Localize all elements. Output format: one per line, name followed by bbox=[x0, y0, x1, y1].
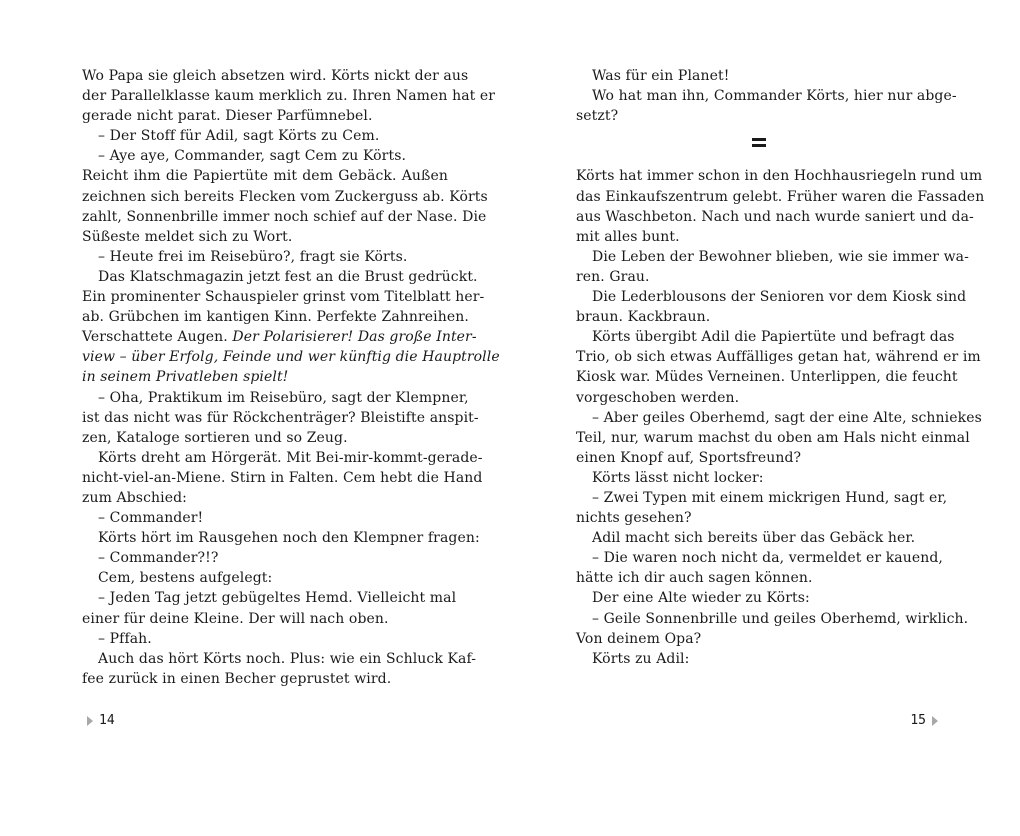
text-line-content: zen, Kataloge sortieren und so Zeug. bbox=[82, 429, 348, 446]
text-line-content: setzt? bbox=[576, 108, 619, 125]
text-line bbox=[576, 267, 942, 287]
text-line bbox=[82, 227, 448, 247]
text-line bbox=[576, 388, 942, 408]
right-page bbox=[510, 0, 1020, 836]
text-line-content: Verschattete Augen. bbox=[82, 329, 228, 346]
text-line-content: Auch das hört Körts noch. Plus: wie ein Schluck Kaf- bbox=[98, 650, 477, 667]
section-start bbox=[576, 166, 985, 668]
text-line-content: – Die waren noch nicht da, vermeldet er kauend, bbox=[592, 550, 943, 567]
text-line-content: Das Klatschmagazin jetzt fest an die Brust gedrückt. bbox=[98, 268, 478, 285]
text-line bbox=[576, 649, 942, 669]
text-line-content: – Zwei Typen mit einem mickrigen Hund, sagt er, bbox=[592, 489, 948, 506]
text-line-content: Ein prominenter Schauspieler grinst vom Titelblatt her- bbox=[82, 289, 485, 306]
text-line bbox=[576, 428, 970, 448]
text-line bbox=[82, 106, 448, 126]
right-folio bbox=[910, 712, 938, 730]
text-line bbox=[82, 267, 478, 287]
text-line bbox=[576, 528, 942, 548]
text-line-content: – Aye aye, Commander, sagt Cem zu Körts. bbox=[98, 148, 407, 165]
text-line bbox=[576, 448, 942, 468]
text-line-content: hätte ich dir auch sagen können. bbox=[576, 570, 813, 587]
text-line-content: einen Knopf auf, Sportsfreund? bbox=[576, 449, 802, 466]
text-line-content: – Commander?!? bbox=[98, 550, 219, 567]
text-line-content: Körts dreht am Hörgerät. Mit Bei-mir-kommt-gerade- bbox=[98, 449, 483, 466]
text-line bbox=[82, 207, 487, 227]
text-line bbox=[576, 86, 957, 106]
text-line-content: Teil, nur, warum machst du oben am Hals nicht einmal bbox=[576, 429, 970, 446]
text-line-content: ab. Grübchen im kantigen Kinn. Perfekte Zahnreihen. bbox=[82, 309, 469, 326]
text-line bbox=[82, 428, 448, 448]
text-line bbox=[82, 247, 448, 267]
page-number: 14 bbox=[99, 713, 115, 728]
text-line-content: Körts hat immer schon in den Hochhausriegeln rund um bbox=[576, 168, 983, 185]
text-line bbox=[576, 247, 969, 267]
text-line bbox=[576, 568, 942, 588]
text-line bbox=[576, 629, 942, 649]
text-line-content: – Commander! bbox=[98, 510, 204, 527]
text-line bbox=[82, 367, 448, 387]
text-line bbox=[82, 408, 479, 428]
text-line bbox=[82, 347, 500, 367]
text-line bbox=[82, 126, 448, 146]
text-line-content: der Parallelklasse kaum merklich zu. Ihren Namen hat er bbox=[82, 88, 496, 105]
text-line bbox=[576, 166, 983, 186]
text-line-content: Adil macht sich bereits über das Gebäck her. bbox=[592, 530, 916, 547]
text-line bbox=[82, 388, 469, 408]
section-separator bbox=[576, 126, 942, 166]
text-line-content: Süßeste meldet sich zu Wort. bbox=[82, 228, 293, 245]
text-line bbox=[82, 528, 480, 548]
text-line-content: Körts übergibt Adil die Papiertüte und befragt das bbox=[592, 329, 955, 346]
text-line-content: zum Abschied: bbox=[82, 489, 187, 506]
text-line-content: Körts hört im Rausgehen noch den Klempner fragen: bbox=[98, 530, 480, 547]
text-line-content: gerade nicht parat. Dieser Parfümnebel. bbox=[82, 108, 373, 125]
right-page-text bbox=[576, 66, 985, 669]
text-line-content: Was für ein Planet! bbox=[592, 68, 730, 84]
text-line-content: – Geile Sonnenbrille und geiles Oberhemd, wirklich. bbox=[592, 610, 969, 627]
text-line-content: Kiosk war. Müdes Verneinen. Unterlippen, die feucht bbox=[576, 369, 958, 386]
text-line bbox=[576, 187, 985, 207]
text-line bbox=[576, 609, 969, 629]
text-line bbox=[576, 468, 942, 488]
text-line-content: in seinem Privatleben spielt! bbox=[82, 369, 289, 386]
text-line bbox=[82, 568, 448, 588]
folio-arrow-icon bbox=[932, 716, 938, 726]
text-line-content: Körts lässt nicht locker: bbox=[592, 469, 764, 486]
text-line bbox=[82, 548, 448, 568]
text-line-content: Wo hat man ihn, Commander Körts, hier nur abge- bbox=[592, 88, 957, 105]
text-line-content: zeichnen sich bereits Flecken vom Zuckerguss ab. Körts bbox=[82, 188, 488, 205]
text-line-italic: Der Polarisierer! Das große Inter- bbox=[232, 329, 477, 346]
text-line bbox=[576, 408, 982, 428]
text-line bbox=[576, 227, 942, 247]
section-end bbox=[576, 66, 957, 126]
text-line bbox=[576, 347, 981, 367]
text-line bbox=[82, 448, 483, 468]
text-line-content: mit alles bunt. bbox=[576, 228, 680, 245]
text-line-content: Von deinem Opa? bbox=[576, 630, 702, 647]
text-line-content: einer für deine Kleine. Der will nach oben. bbox=[82, 610, 389, 627]
text-line-content: Trio, ob sich etwas Auffälliges getan hat, während er im bbox=[576, 349, 981, 366]
text-line-content: – Oha, Praktikum im Reisebüro, sagt der Klempner, bbox=[98, 389, 469, 406]
text-line-content: – Der Stoff für Adil, sagt Körts zu Cem. bbox=[98, 128, 380, 145]
left-page-text bbox=[82, 66, 500, 689]
text-line-content: vorgeschoben werden. bbox=[576, 389, 740, 406]
text-line bbox=[82, 287, 485, 307]
text-line-content: nichts gesehen? bbox=[576, 510, 692, 527]
text-line bbox=[576, 508, 942, 528]
text-line bbox=[82, 166, 448, 186]
folio-arrow-icon bbox=[87, 716, 93, 726]
text-line-content: Reicht ihm die Papiertüte mit dem Gebäck. Außen bbox=[82, 168, 448, 185]
text-line bbox=[576, 327, 955, 347]
text-line-content: – Jeden Tag jetzt gebügeltes Hemd. Vielleicht mal bbox=[98, 590, 457, 607]
text-line bbox=[576, 287, 967, 307]
text-line bbox=[576, 106, 942, 126]
text-line bbox=[82, 86, 496, 106]
text-line bbox=[82, 468, 483, 488]
text-line bbox=[576, 307, 942, 327]
text-line bbox=[576, 488, 948, 508]
text-line bbox=[82, 307, 469, 327]
text-line bbox=[82, 629, 448, 649]
text-line bbox=[576, 588, 942, 608]
text-line-content: Der eine Alte wieder zu Körts: bbox=[592, 590, 810, 607]
text-line-content: ren. Grau. bbox=[576, 268, 650, 285]
text-line bbox=[82, 669, 448, 689]
text-line bbox=[82, 488, 448, 508]
text-line-content: Wo Papa sie gleich absetzen wird. Körts nickt der aus bbox=[82, 68, 469, 84]
text-line bbox=[82, 66, 469, 86]
text-line-content: aus Waschbeton. Nach und nach wurde saniert und da- bbox=[576, 208, 974, 225]
text-line-content: Die Leben der Bewohner blieben, wie sie immer wa- bbox=[592, 248, 969, 265]
text-line bbox=[82, 187, 488, 207]
text-line-content: Körts zu Adil: bbox=[592, 650, 690, 667]
text-line bbox=[82, 508, 448, 528]
text-line bbox=[82, 588, 457, 608]
text-line-content: view – über Erfolg, Feinde und wer künftig die Hauptrolle bbox=[82, 349, 500, 366]
text-line-content: das Einkaufszentrum gelebt. Früher waren die Fassaden bbox=[576, 188, 985, 205]
text-line-content: ist das nicht was für Röckchenträger? Bleistifte anspit- bbox=[82, 409, 479, 426]
text-line-content: – Aber geiles Oberhemd, sagt der eine Alte, schniekes bbox=[592, 409, 982, 426]
page-number: 15 bbox=[910, 713, 926, 728]
text-line bbox=[82, 327, 477, 347]
text-line-content: – Heute frei im Reisebüro?, fragt sie Körts. bbox=[98, 248, 408, 265]
text-line-content: Cem, bestens aufgelegt: bbox=[98, 570, 273, 587]
text-line bbox=[82, 609, 448, 629]
text-line-content: Die Lederblousons der Senioren vor dem Kiosk sind bbox=[592, 289, 967, 306]
text-line-content: – Pffah. bbox=[98, 630, 152, 647]
text-line-content: zahlt, Sonnenbrille immer noch schief auf der Nase. Die bbox=[82, 208, 487, 225]
left-folio bbox=[87, 712, 115, 730]
text-line-content: fee zurück in einen Becher geprustet wird. bbox=[82, 670, 392, 687]
text-line-content: nicht-viel-an-Miene. Stirn in Falten. Cem hebt die Hand bbox=[82, 469, 483, 486]
text-line bbox=[82, 649, 477, 669]
text-line-content: braun. Kackbraun. bbox=[576, 309, 711, 326]
text-line bbox=[576, 207, 974, 227]
text-line bbox=[576, 367, 958, 387]
text-line bbox=[82, 146, 448, 166]
text-line bbox=[576, 548, 942, 568]
text-line bbox=[576, 66, 942, 86]
